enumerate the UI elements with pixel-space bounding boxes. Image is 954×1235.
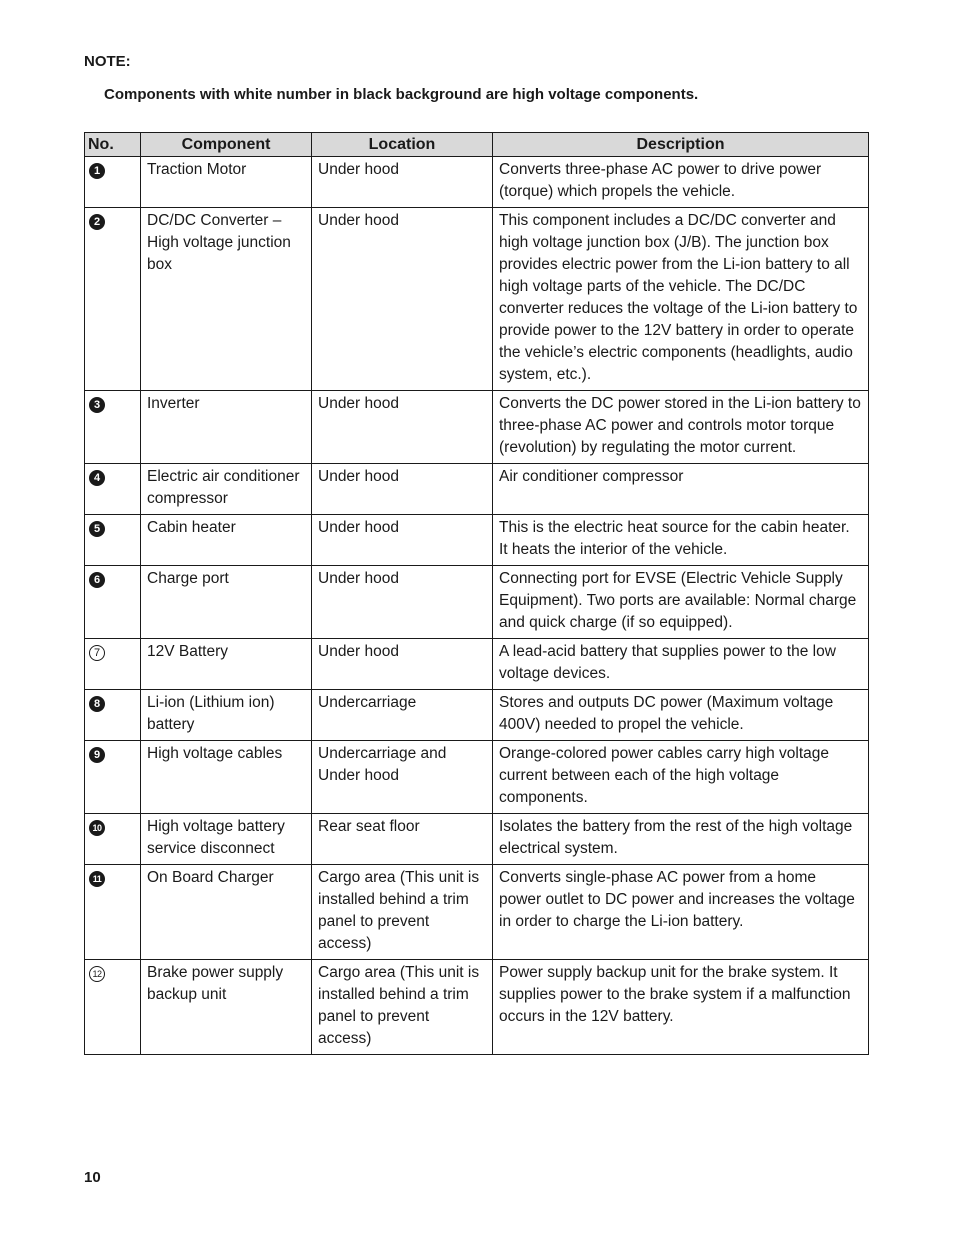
table-row <box>85 865 869 960</box>
table-row <box>85 639 869 690</box>
component-cell: Cabin heater <box>141 515 312 566</box>
table-row <box>85 391 869 464</box>
low-voltage-number-badge: 7 <box>89 645 105 661</box>
high-voltage-number-badge: 1 <box>89 163 105 179</box>
location-cell: Under hood <box>312 391 493 464</box>
component-cell: DC/DC Converter – High voltage junction box <box>141 208 312 391</box>
table-row <box>85 741 869 814</box>
component-cell: Charge port <box>141 566 312 639</box>
description-cell: Converts three-phase AC power to drive power (torque) which propels the vehicle. <box>493 157 869 208</box>
location-cell: Under hood <box>312 157 493 208</box>
component-cell: High voltage battery service disconnect <box>141 814 312 865</box>
high-voltage-number-badge: 10 <box>89 820 105 836</box>
row-number-cell <box>85 960 141 1055</box>
location-cell: Cargo area (This unit is installed behind a trim panel to prevent access) <box>312 960 493 1055</box>
table-row <box>85 814 869 865</box>
table-header-row <box>85 133 869 157</box>
header-component: Component <box>141 133 312 157</box>
location-cell: Undercarriage and Under hood <box>312 741 493 814</box>
row-number-cell <box>85 566 141 639</box>
location-cell: Cargo area (This unit is installed behind a trim panel to prevent access) <box>312 865 493 960</box>
row-number-cell <box>85 208 141 391</box>
location-cell: Under hood <box>312 566 493 639</box>
row-number-cell <box>85 865 141 960</box>
component-cell: Li-ion (Lithium ion) battery <box>141 690 312 741</box>
component-cell: Inverter <box>141 391 312 464</box>
header-location: Location <box>312 133 493 157</box>
table-body <box>85 157 869 1055</box>
component-cell: Traction Motor <box>141 157 312 208</box>
row-number-cell <box>85 639 141 690</box>
description-cell: This is the electric heat source for the cabin heater. It heats the interior of the vehicle. <box>493 515 869 566</box>
description-cell: Power supply backup unit for the brake system. It supplies power to the brake system if a malfunction occurs in the 12V battery. <box>493 960 869 1055</box>
component-cell: 12V Battery <box>141 639 312 690</box>
high-voltage-number-badge: 4 <box>89 470 105 486</box>
table-row <box>85 960 869 1055</box>
location-cell: Under hood <box>312 639 493 690</box>
description-cell: Isolates the battery from the rest of the high voltage electrical system. <box>493 814 869 865</box>
component-cell: On Board Charger <box>141 865 312 960</box>
description-cell: Stores and outputs DC power (Maximum voltage 400V) needed to propel the vehicle. <box>493 690 869 741</box>
row-number-cell <box>85 157 141 208</box>
description-cell: Orange-colored power cables carry high voltage current between each of the high voltage components. <box>493 741 869 814</box>
header-description: Description <box>493 133 869 157</box>
components-table <box>84 132 869 1055</box>
location-cell: Under hood <box>312 464 493 515</box>
row-number-cell <box>85 741 141 814</box>
row-number-cell <box>85 814 141 865</box>
low-voltage-number-badge: 12 <box>89 966 105 982</box>
high-voltage-number-badge: 9 <box>89 747 105 763</box>
note-label: NOTE: <box>84 53 131 70</box>
description-cell: Air conditioner compressor <box>493 464 869 515</box>
table-row <box>85 464 869 515</box>
high-voltage-number-badge: 8 <box>89 696 105 712</box>
location-cell: Under hood <box>312 515 493 566</box>
table-row <box>85 566 869 639</box>
component-cell: High voltage cables <box>141 741 312 814</box>
location-cell: Under hood <box>312 208 493 391</box>
table-row <box>85 515 869 566</box>
description-cell: Connecting port for EVSE (Electric Vehicle Supply Equipment). Two ports are available: Normal charge and quick charge (if so equipped). <box>493 566 869 639</box>
description-cell: Converts the DC power stored in the Li-ion battery to three-phase AC power and controls motor torque (revolution) by regulating the motor current. <box>493 391 869 464</box>
table-row <box>85 690 869 741</box>
high-voltage-number-badge: 11 <box>89 871 105 887</box>
component-cell: Electric air conditioner compressor <box>141 464 312 515</box>
description-cell: This component includes a DC/DC converter and high voltage junction box (J/B). The junction box provides electric power from the Li-ion battery to all high voltage parts of the vehicle. The DC/DC converter reduces the voltage of the Li-ion battery to provide power to the 12V battery in order to operate the vehicle’s electric components (headlights, audio system, etc.). <box>493 208 869 391</box>
header-no: No. <box>85 133 141 157</box>
high-voltage-number-badge: 5 <box>89 521 105 537</box>
high-voltage-number-badge: 2 <box>89 214 105 230</box>
high-voltage-number-badge: 3 <box>89 397 105 413</box>
row-number-cell <box>85 391 141 464</box>
page-number: 10 <box>84 1169 101 1186</box>
table-row <box>85 208 869 391</box>
high-voltage-number-badge: 6 <box>89 572 105 588</box>
row-number-cell <box>85 690 141 741</box>
row-number-cell <box>85 464 141 515</box>
table-row <box>85 157 869 208</box>
description-cell: A lead-acid battery that supplies power to the low voltage devices. <box>493 639 869 690</box>
note-text: Components with white number in black background are high voltage components. <box>104 86 699 103</box>
location-cell: Rear seat floor <box>312 814 493 865</box>
row-number-cell <box>85 515 141 566</box>
description-cell: Converts single-phase AC power from a home power outlet to DC power and increases the voltage in order to charge the Li-ion battery. <box>493 865 869 960</box>
location-cell: Undercarriage <box>312 690 493 741</box>
component-cell: Brake power supply backup unit <box>141 960 312 1055</box>
